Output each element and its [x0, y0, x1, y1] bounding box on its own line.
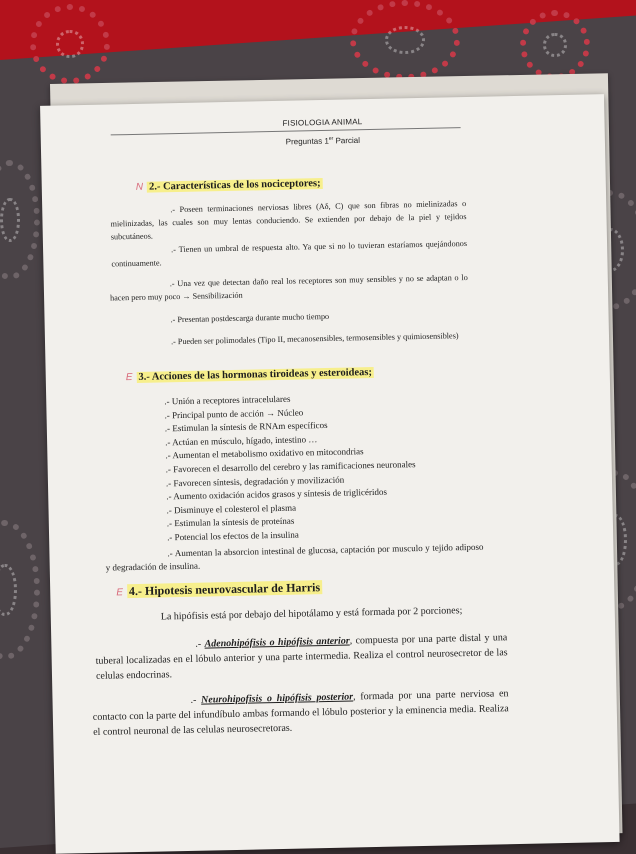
paragraph: .- Pueden ser polimodales (Tipo II, mecanosensibles, termosensibles y quimiosensibles) — [170, 331, 459, 347]
paragraph: .- Neurohipofisis o hipófisis posterior, formada por una parte nerviosa en contacto con la parte del infundíbulo ambas formando el lóbulo posterior y la eminencia media. Realiza el control neuronal de las celulas neurosecretoras. — [92, 688, 509, 738]
term-neurohipofisis: Neurohipofisis o hipófisis posterior — [201, 691, 354, 706]
header-subtitle: Preguntas 1er Parcial — [285, 135, 361, 147]
list-item: .- Estimulan la síntesis de RNAm específicos — [164, 420, 328, 434]
handwritten-mark: E — [125, 372, 133, 384]
list-item: .- Unión a receptores intracelulares — [164, 393, 291, 407]
document-page — [40, 94, 620, 854]
term-adenohipofisis: Adenohipófisis o hipófisis anterior — [204, 635, 350, 650]
paragraph: .- Una vez que detectan daño real los receptores son muy sensibles y no se adaptan o lo hacen pero muy poco → Sensibilización — [110, 272, 468, 303]
fabric-rosette — [350, 0, 460, 80]
list-item: .- Favorecen síntesis, degradación y movilización — [165, 474, 345, 488]
handwritten-mark: N — [135, 181, 144, 193]
section-heading: N 2.- Características de los nociceptores; — [135, 178, 321, 193]
list-item: .- Principal punto de acción → Núcleo — [164, 407, 304, 420]
list-item: .- Aumentan el metabolismo oxidativo en mitocondrias — [165, 446, 364, 461]
paragraph: .- Presentan postdescarga durante mucho tiempo — [170, 311, 330, 325]
fabric-rosette — [520, 10, 590, 80]
header-title: FISIOLOGIA ANIMAL — [282, 117, 363, 128]
list-item: .- Aumento oxidación acidos grasos y síntesis de triglicéridos — [166, 486, 388, 502]
list-item: .- Potencial los efectos de la insulina — [167, 529, 299, 543]
list-item: .- Estimulan la síntesis de proteínas — [166, 516, 295, 529]
section-heading: E 3.- Acciones de las hormonas tiroideas y esteroideas; — [125, 367, 373, 384]
list-item: .- Favorecen el desarrollo del cerebro y las ramificaciones neuronales — [165, 459, 416, 475]
list-item: .- Actúan en músculo, hígado, intestino … — [165, 433, 318, 448]
handwritten-mark: E — [116, 587, 124, 599]
list-item: .- Disminuye el colesterol el plasma — [166, 502, 297, 516]
paragraph: .- Aumentan la absorcion intestinal de glucosa, captación por musculo y tejido adiposo y degradación de insulina. — [105, 541, 484, 573]
paragraph: La hipófisis está por debajo del hipotálamo y está formada por 2 porciones; — [160, 605, 463, 623]
paragraph: .- Poseen terminaciones nerviosas libres (Aδ, C) que son fibras no mielinizadas o mielinizadas, las cuales son muy lentas conduciendo. Se extienden por debajo de la piel y tejidos subcutáneos. — [110, 199, 467, 242]
paragraph: .- Tienen un umbral de respuesta alto. Ya que si no lo tuvieran estaríamos quejándonos continuamente. — [111, 238, 468, 269]
section-heading: E 4.- Hipotesis neurovascular de Harris — [116, 580, 321, 599]
fabric-rosette — [30, 4, 110, 84]
paragraph: .- Adenohipófisis o hipófisis anterior, compuesta por una parte distal y una tuberal localizadas en el lóbulo anterior y una parte intermedia. Realiza el control neurosecretor de las celulas endocrinas. — [95, 632, 508, 682]
actions-list — [164, 388, 497, 544]
